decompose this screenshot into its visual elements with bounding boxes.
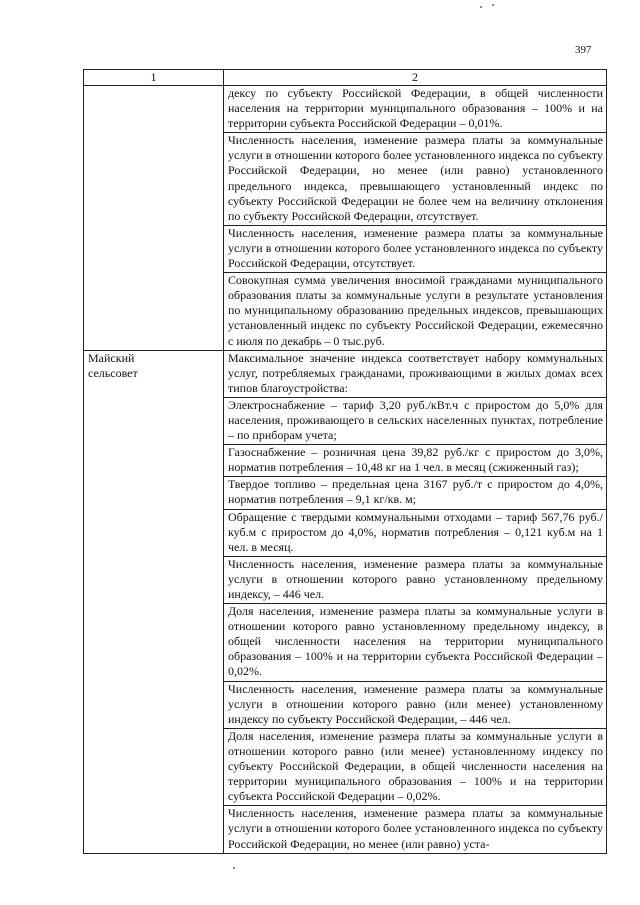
paragraph: Максимальное значение индекса соответствует набору коммунальных услуг, потребляемых гражданами, проживающими в жилых домах всех типов благоустройства: [224,351,606,398]
paragraph: Численность населения, изменение размера платы за коммунальные услуги в отношении которого равно установленному предельному индексу, – 446 чел. [224,557,606,604]
municipality-cell [84,86,224,351]
paragraph: Обращение с твердыми коммунальными отходами – тариф 567,76 руб./куб.м с приростом до 4,0%, норматив потребления – 0,121 куб.м на 1 чел. в месяц. [224,510,606,557]
paragraph: Численность населения, изменение размера платы за коммунальные услуги в отношении которого равно (или менее) установленному индексу по субъекту Российской Федерации, – 446 чел. [224,682,606,729]
paragraph: дексу по субъекту Российской Федерации, в общей численности населения на территории муниципального образования – 100% и на территории субъекта Российской Федерации – 0,01%. [224,86,606,133]
paragraph: Доля населения, изменение размера платы за коммунальные услуги в отношении которого равно установленному предельному индексу, в общей численности населения на территории муниципального образования – 100% и на территории субъекта Российской Федерации – 0,02%. [224,604,606,681]
paragraph: Совокупная сумма увеличения вносимой гражданами муниципального образования платы за коммунальные услуги в результате установления по муниципальному образованию предельных индексов, превышающих установленный индекс по субъекту Российской Федерации, ежемесячно с июля по декабрь – 0 тыс.руб. [228,273,603,348]
description-cell [224,350,607,853]
paragraph: Доля населения, изменение размера платы за коммунальные услуги в отношении которого равно (или менее) установленному индексу по субъекту Российской Федерации, в общей численности населения на территории муниципального образования – 100% и на территории субъекта Российской Федерации – 0,02%. [224,729,606,806]
paragraph: Численность населения, изменение размера платы за коммунальные услуги в отношении которого более установленного индекса по субъекту Российской Федерации, но менее (или равно) уста- [228,806,603,851]
paragraph: Численность населения, изменение размера платы за коммунальные услуги в отношении которого более установленного индекса по субъекту Российской Федерации, но менее (или равно) установленного предельного индекса, превышающего установленный индекс по субъекту Российской Федерации не более чем на величину отклонения по субъекту Российской Федерации, отсутствует. [224,133,606,226]
paragraph: Газоснабжение – розничная цена 39,82 руб./кг с приростом до 3,0%, норматив потребления – 10,48 кг на 1 чел. в месяц (сжиженный газ); [224,445,606,477]
paragraph: Численность населения, изменение размера платы за коммунальные услуги в отношении которого более установленного индекса по субъекту Российской Федерации, отсутствует. [224,226,606,273]
column-header-2: 2 [224,70,607,86]
scan-speck [233,867,235,869]
scan-speck [492,4,494,6]
table-header-row [84,70,607,86]
paragraph: Электроснабжение – тариф 3,20 руб./кВт.ч с приростом до 5,0% для населения, проживающего в сельских населенных пунктах, потребление – по приборам учета; [224,398,606,445]
paragraph: Твердое топливо – предельная цена 3167 руб./т с приростом до 4,0%, норматив потребления – 9,1 кг/кв. м; [224,477,606,509]
municipality-cell: Майский сельсовет [84,350,224,853]
document-table [83,69,607,854]
page-number: 397 [575,44,592,56]
table-row [84,86,607,351]
scan-speck [480,6,482,8]
description-cell [224,86,607,351]
table-row [84,350,607,853]
column-header-1: 1 [84,70,224,86]
